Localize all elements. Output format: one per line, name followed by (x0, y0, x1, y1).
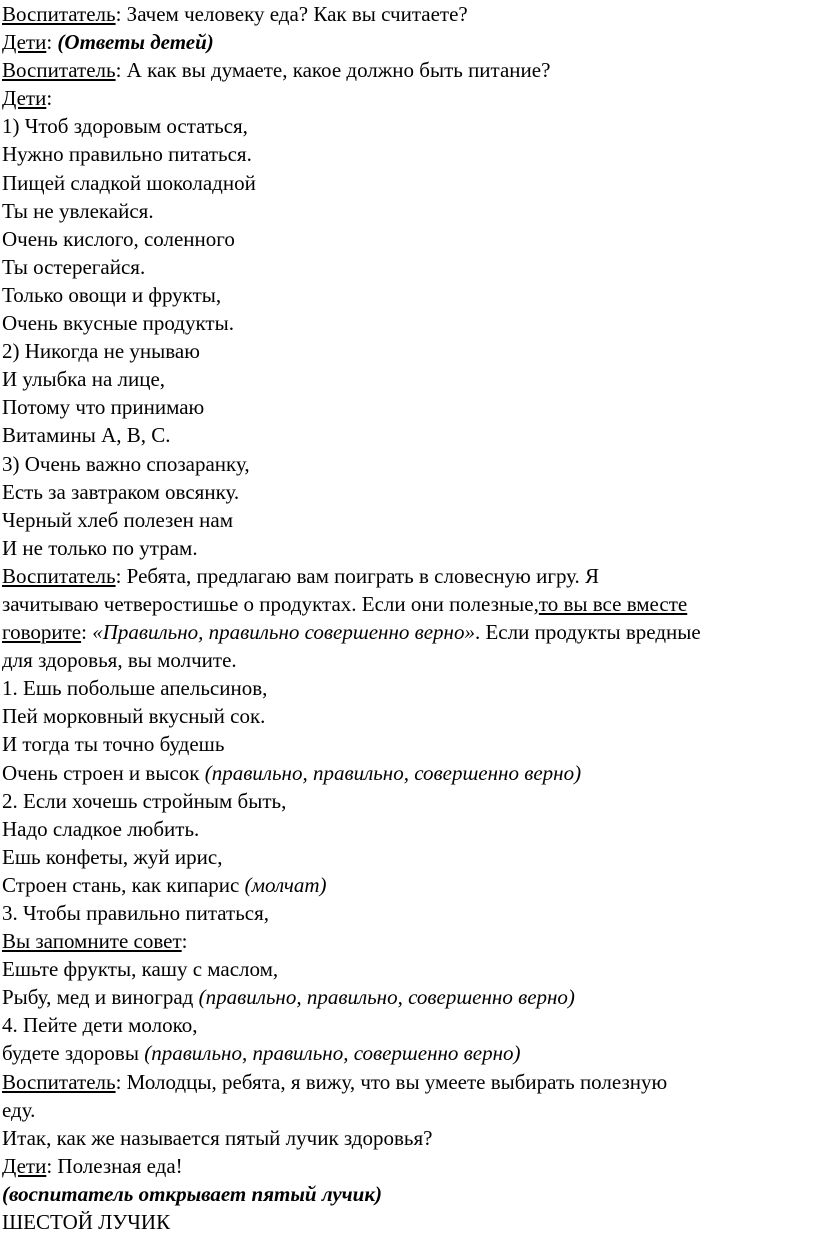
poem-line: И улыбка на лице, (2, 367, 166, 392)
quoted-phrase: «Правильно, правильно совершенно верно» (92, 620, 475, 645)
speaker-label: Воспитатель (2, 2, 116, 26)
dialogue-line (2, 1068, 814, 1096)
poem-line: Пищей сладкой шоколадной (2, 170, 256, 195)
poem-line: Потому что принимаю (2, 395, 205, 420)
dialogue-line (2, 84, 814, 112)
paragraph-line (2, 590, 814, 618)
poem-line: 2. Если хочешь стройным быть, (2, 788, 287, 813)
poem-line (2, 983, 814, 1011)
poem-line: Есть за завтраком овсянку. (2, 479, 240, 504)
dialogue-line (2, 0, 814, 28)
poem-line: Надо сладкое любить. (2, 816, 200, 841)
poem-line (2, 759, 814, 787)
paragraph-line: для здоровья, вы молчите. (2, 648, 237, 673)
poem-line: Ты остерегайся. (2, 254, 146, 279)
poem-line: Очень вкусные продукты. (2, 311, 234, 336)
poem-line: 4. Пейте дети молоко, (2, 1013, 198, 1038)
stage-direction: (правильно, правильно, совершенно верно) (204, 760, 582, 785)
underlined-text: Вы запомните совет (2, 929, 182, 954)
line-text: зачитываю четверостишье о продуктах. Если они полезные, (2, 591, 539, 616)
line-text: : Полезная еда! (46, 1153, 183, 1178)
poem-line: Ешь конфеты, жуй ирис, (2, 844, 223, 869)
paragraph-line: Итак, как же называется пятый лучик здоровья? (2, 1125, 433, 1150)
poem-line (2, 927, 814, 955)
line-text: : Ребята, предлагаю вам поиграть в словесную игру. Я (115, 563, 600, 588)
line-text: Рыбу, мед и виноград (2, 985, 199, 1010)
poem-line: 2) Никогда не унываю (2, 339, 200, 364)
speaker-label: Воспитатель (2, 58, 116, 83)
poem-line: Очень кислого, соленного (2, 226, 235, 251)
underlined-text: то вы все вместе (538, 591, 688, 616)
line-text: Строен стань, как кипарис (2, 872, 245, 897)
speaker-label: Воспитатель (2, 563, 116, 588)
separator: : (46, 30, 58, 55)
poem-line (2, 1039, 814, 1067)
line-text: : Молодцы, ребята, я вижу, что вы умеете выбирать полезную (115, 1069, 668, 1094)
poem-line: И тогда ты точно будешь (2, 732, 225, 757)
line-text: : Зачем человеку еда? Как вы считаете? (115, 2, 468, 26)
stage-direction: (правильно, правильно, совершенно верно) (198, 985, 575, 1010)
dialogue-line (2, 562, 814, 590)
underlined-text: говорите (2, 620, 82, 645)
dialogue-line (2, 28, 814, 56)
line-text: : А как вы думаете, какое должно быть питание? (115, 58, 551, 83)
line-text: : (181, 929, 188, 954)
poem-line: Ешьте фрукты, кашу с маслом, (2, 957, 279, 982)
poem-line: Только овощи и фрукты, (2, 282, 222, 307)
poem-line: Пей морковный вкусный сок. (2, 704, 266, 729)
dialogue-line (2, 56, 814, 84)
speaker-label: Дети (2, 30, 47, 55)
poem-line: 3) Очень важно спозаранку, (2, 451, 250, 476)
poem-line: Нужно правильно питаться. (2, 142, 252, 167)
line-text: . Если продукты вредные (474, 620, 701, 645)
line-text: : (46, 86, 53, 111)
stage-direction: (молчат) (244, 872, 327, 897)
poem-line: Черный хлеб полезен нам (2, 507, 234, 532)
stage-direction: (Ответы детей) (57, 30, 214, 55)
poem-line: 1. Ешь побольше апельсинов, (2, 676, 268, 701)
speaker-label: Дети (2, 1153, 47, 1178)
stage-direction: (воспитатель открывает пятый лучик) (2, 1181, 382, 1206)
poem-line: Витамины А, В, С. (2, 423, 171, 448)
poem-line: И не только по утрам. (2, 535, 198, 560)
dialogue-line (2, 1152, 814, 1180)
paragraph-line: еду. (2, 1097, 36, 1122)
speaker-label: Дети (2, 86, 47, 111)
poem-line: 1) Чтоб здоровым остаться, (2, 114, 248, 139)
line-text: Очень строен и высок (2, 760, 205, 785)
stage-direction: (правильно, правильно, совершенно верно) (144, 1041, 521, 1066)
section-heading: ШЕСТОЙ ЛУЧИК (2, 1210, 171, 1235)
line-text: будете здоровы (2, 1041, 145, 1066)
speaker-label: Воспитатель (2, 1069, 116, 1094)
poem-line: 3. Чтобы правильно питаться, (2, 901, 270, 925)
separator: : (81, 620, 93, 645)
poem-line: Ты не увлекайся. (2, 198, 154, 223)
poem-line (2, 871, 814, 899)
document-page (2, 0, 814, 1236)
paragraph-line (2, 618, 814, 646)
